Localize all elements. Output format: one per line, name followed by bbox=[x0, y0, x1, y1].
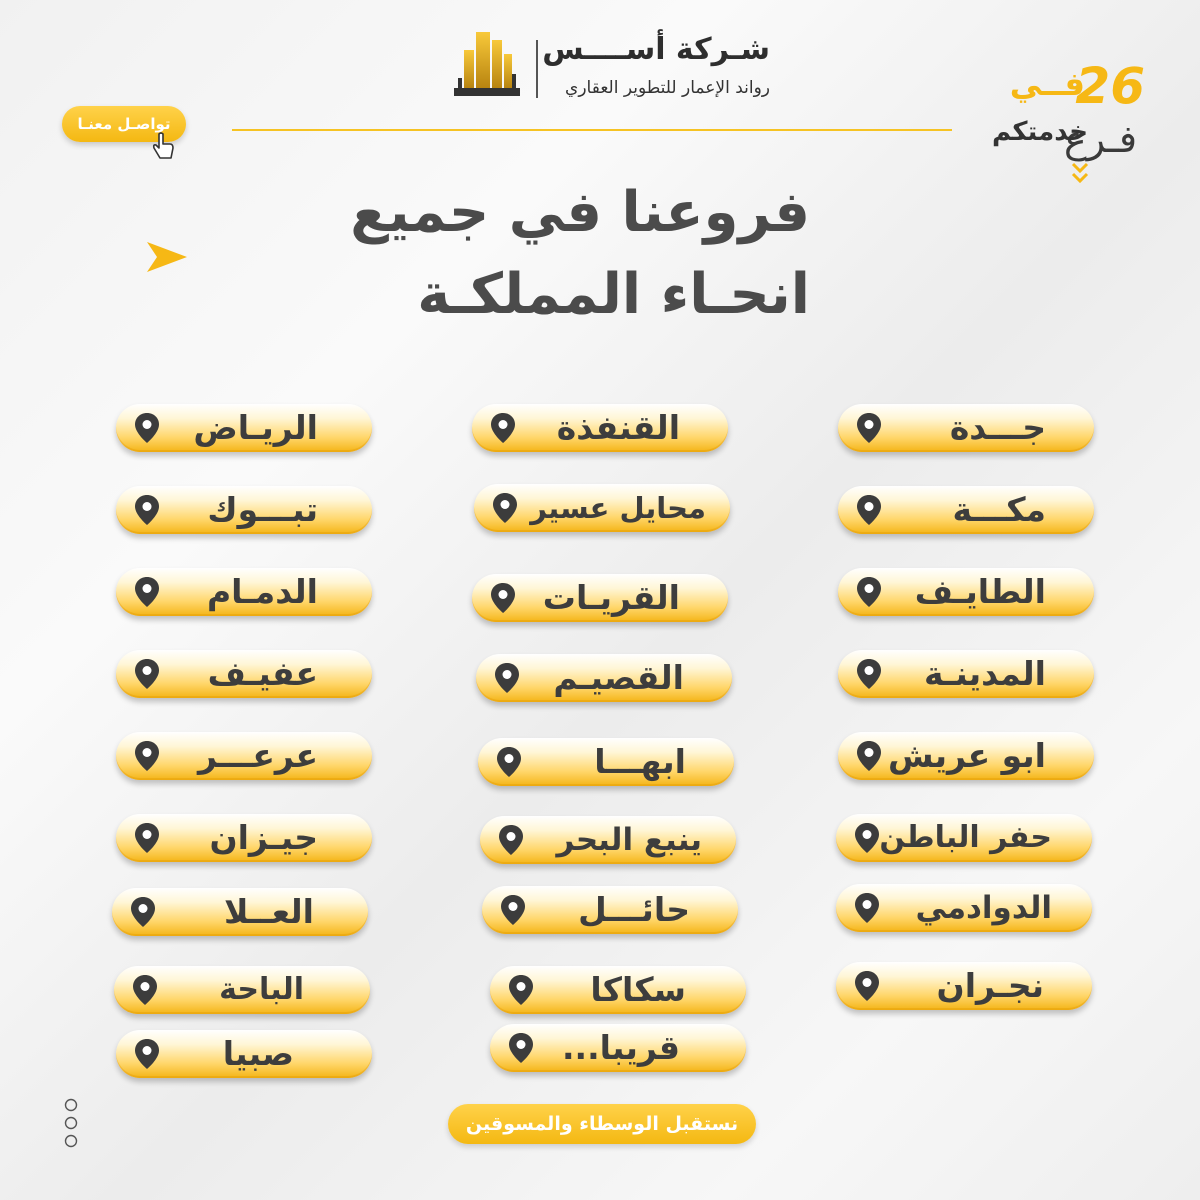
branch-name: الباحة bbox=[219, 972, 304, 1007]
branch-pill bbox=[114, 966, 370, 1014]
branch-name: تبـــوك bbox=[207, 490, 318, 529]
branch-pill bbox=[838, 568, 1094, 616]
location-pin-icon bbox=[134, 658, 160, 690]
branch-pill bbox=[116, 650, 372, 698]
service-word: خدمتكم bbox=[992, 117, 1088, 147]
branch-pill bbox=[116, 486, 372, 534]
branch-pill bbox=[116, 732, 372, 780]
branch-pill bbox=[116, 814, 372, 862]
in-word: فــي bbox=[1009, 65, 1085, 103]
location-pin-icon bbox=[134, 412, 160, 444]
company-name: شـركة أســــس bbox=[542, 32, 770, 67]
header-line bbox=[232, 129, 952, 131]
branch-pill bbox=[836, 962, 1092, 1010]
branch-pill bbox=[472, 404, 728, 452]
location-pin-icon bbox=[490, 412, 516, 444]
location-pin-icon bbox=[134, 576, 160, 608]
branch-pill bbox=[116, 1030, 372, 1078]
branch-pill bbox=[490, 1024, 746, 1072]
location-pin-icon bbox=[856, 412, 882, 444]
branch-name: عفيـف bbox=[207, 654, 318, 693]
location-pin-icon bbox=[854, 892, 880, 924]
double-chevron-down-icon bbox=[1070, 160, 1090, 186]
location-pin-icon bbox=[854, 970, 880, 1002]
location-pin-icon bbox=[508, 974, 534, 1006]
branch-count: 26 bbox=[1075, 57, 1145, 115]
location-pin-icon bbox=[856, 658, 882, 690]
branch-name: الدمـام bbox=[206, 572, 318, 611]
brokers-marketers-button[interactable]: نستقبل الوسطاء والمسوقين bbox=[448, 1104, 756, 1144]
branch-name: ابو عريش bbox=[888, 736, 1046, 775]
company-tagline: رواند الإعمار للتطوير العقاري bbox=[565, 78, 770, 98]
header-divider bbox=[536, 40, 538, 98]
location-pin-icon bbox=[856, 576, 882, 608]
branch-pill bbox=[478, 738, 734, 786]
branch-name: الريـاض bbox=[193, 408, 318, 447]
branch-name: القنفذة bbox=[556, 408, 680, 447]
location-pin-icon bbox=[490, 582, 516, 614]
location-pin-icon bbox=[134, 494, 160, 526]
page-title-line-2: انحـاء المملكـة bbox=[417, 262, 810, 327]
branch-name: صبيا bbox=[222, 1034, 294, 1073]
location-pin-icon bbox=[494, 662, 520, 694]
branch-name: سكاكا bbox=[590, 970, 686, 1009]
branch-pill bbox=[476, 654, 732, 702]
location-pin-icon bbox=[134, 1038, 160, 1070]
branch-pill bbox=[838, 404, 1094, 452]
location-pin-icon bbox=[492, 492, 518, 524]
branch-pill bbox=[482, 886, 738, 934]
branch-pill bbox=[836, 814, 1092, 862]
branch-name: ابهـــا bbox=[594, 742, 686, 781]
branch-pill bbox=[836, 884, 1092, 932]
branch-name: حائـــل bbox=[578, 890, 690, 929]
branch-pill bbox=[116, 404, 372, 452]
branch-name: نجـران bbox=[936, 966, 1044, 1005]
company-header bbox=[450, 30, 770, 110]
branch-pill bbox=[490, 966, 746, 1014]
branch-name: مكـــة bbox=[952, 490, 1046, 529]
location-pin-icon bbox=[856, 740, 882, 772]
pointer-hand-icon bbox=[150, 132, 176, 162]
branch-name: محايل عسير bbox=[530, 491, 706, 525]
location-pin-icon bbox=[132, 974, 158, 1006]
location-pin-icon bbox=[498, 824, 524, 856]
branch-word: فـرع bbox=[1064, 117, 1137, 161]
dots-decoration bbox=[63, 1097, 79, 1149]
location-pin-icon bbox=[508, 1032, 534, 1064]
branch-name: العــلا bbox=[224, 892, 314, 931]
contact-us-button[interactable]: تواصـل معنـا bbox=[62, 106, 186, 142]
branch-name: عرعـــر bbox=[198, 736, 318, 775]
branch-name: الطايـف bbox=[914, 572, 1046, 611]
branch-pill bbox=[472, 574, 728, 622]
location-pin-icon bbox=[856, 494, 882, 526]
branch-pill bbox=[112, 888, 368, 936]
location-pin-icon bbox=[134, 822, 160, 854]
location-pin-icon bbox=[854, 822, 880, 854]
branch-pill bbox=[838, 732, 1094, 780]
arrow-right-icon bbox=[145, 240, 189, 274]
location-pin-icon bbox=[500, 894, 526, 926]
location-pin-icon bbox=[134, 740, 160, 772]
branch-pill bbox=[838, 650, 1094, 698]
branch-name: حفر الباطن bbox=[879, 820, 1052, 855]
branch-name: جـــدة bbox=[949, 408, 1046, 447]
branch-pill bbox=[480, 816, 736, 864]
branch-pill bbox=[474, 484, 730, 532]
branch-pill bbox=[838, 486, 1094, 534]
branch-name: الدوادمي bbox=[915, 890, 1052, 926]
location-pin-icon bbox=[496, 746, 522, 778]
branch-name: المدينـة bbox=[923, 654, 1046, 693]
branch-name: ينبع البحر bbox=[556, 822, 702, 858]
branch-name: جيـزان bbox=[209, 818, 318, 857]
location-pin-icon bbox=[130, 896, 156, 928]
branch-name: قريبا... bbox=[562, 1028, 680, 1067]
page-title-line-1: فروعنا في جميع bbox=[350, 180, 810, 245]
branch-name: القصيـم bbox=[553, 658, 684, 697]
branch-pill bbox=[116, 568, 372, 616]
branch-name: القريـات bbox=[542, 578, 680, 617]
building-logo bbox=[450, 30, 524, 104]
